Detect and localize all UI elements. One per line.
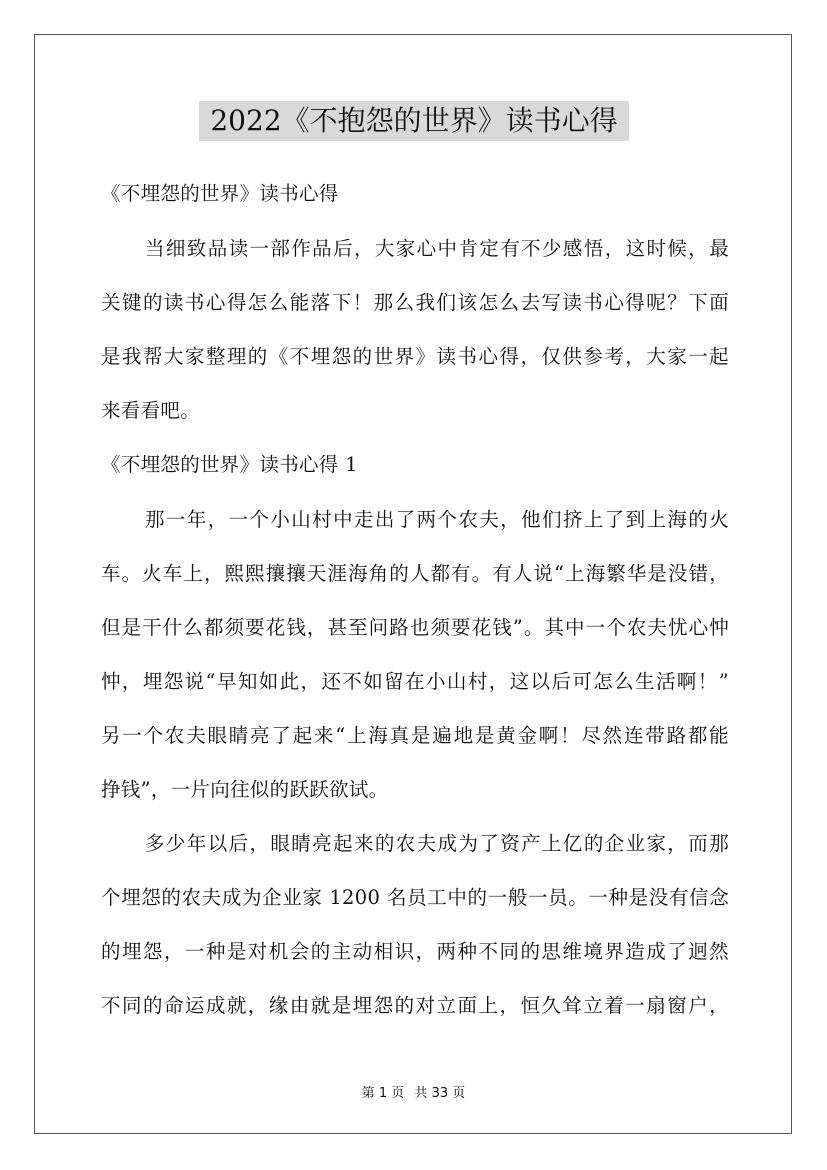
paragraph-line: 但是干什么都须要花钱，甚至问路也须要花钱”。其中一个农夫忧心忡: [101, 616, 729, 639]
section-heading: 《不埋怨的世界》读书心得: [101, 182, 339, 205]
paragraph-line: 不同的命运成就，缘由就是埋怨的对立面上，恒久耸立着一扇窗户，: [101, 994, 729, 1017]
paragraph-line: 车。火车上，熙熙攘攘天涯海角的人都有。有人说“上海繁华是没错，: [101, 562, 729, 585]
paragraph-line: 当细致品读一部作品后，大家心中肯定有不少感悟，这时候，最: [145, 237, 729, 260]
page-number: 第 1 页: [361, 1086, 405, 1101]
paragraph-line: 来看看吧。: [101, 399, 201, 422]
section-heading: 《不埋怨的世界》读书心得 1: [101, 453, 358, 476]
paragraph-line: 另一个农夫眼睛亮了起来“上海真是遍地是黄金啊！尽然连带路都能: [101, 724, 729, 747]
paragraph-line: 挣钱”，一片向往似的跃跃欲试。: [101, 778, 389, 801]
paragraph-line: 关键的读书心得怎么能落下！那么我们该怎么去写读书心得呢？下面: [101, 291, 729, 314]
page-total: 共 33 页: [414, 1086, 466, 1101]
paragraph-line: 多少年以后，眼睛亮起来的农夫成为了资产上亿的企业家，而那: [145, 832, 729, 855]
paragraph-line: 那一年，一个小山村中走出了两个农夫，他们挤上了到上海的火: [145, 508, 729, 531]
paragraph-line: 的埋怨，一种是对机会的主动相识，两种不同的思维境界造成了迥然: [101, 940, 729, 963]
document-title: 2022《不抱怨的世界》读书心得: [199, 101, 629, 141]
paragraph-line: 是我帮大家整理的《不埋怨的世界》读书心得，仅供参考，大家一起: [101, 345, 729, 368]
paragraph-line: 个埋怨的农夫成为企业家 1200 名员工中的一般一员。一种是没有信念: [101, 886, 729, 909]
paragraph-line: 忡，埋怨说“早知如此，还不如留在小山村，这以后可怎么生活啊！”: [101, 670, 729, 693]
page-footer: [0, 1082, 827, 1101]
